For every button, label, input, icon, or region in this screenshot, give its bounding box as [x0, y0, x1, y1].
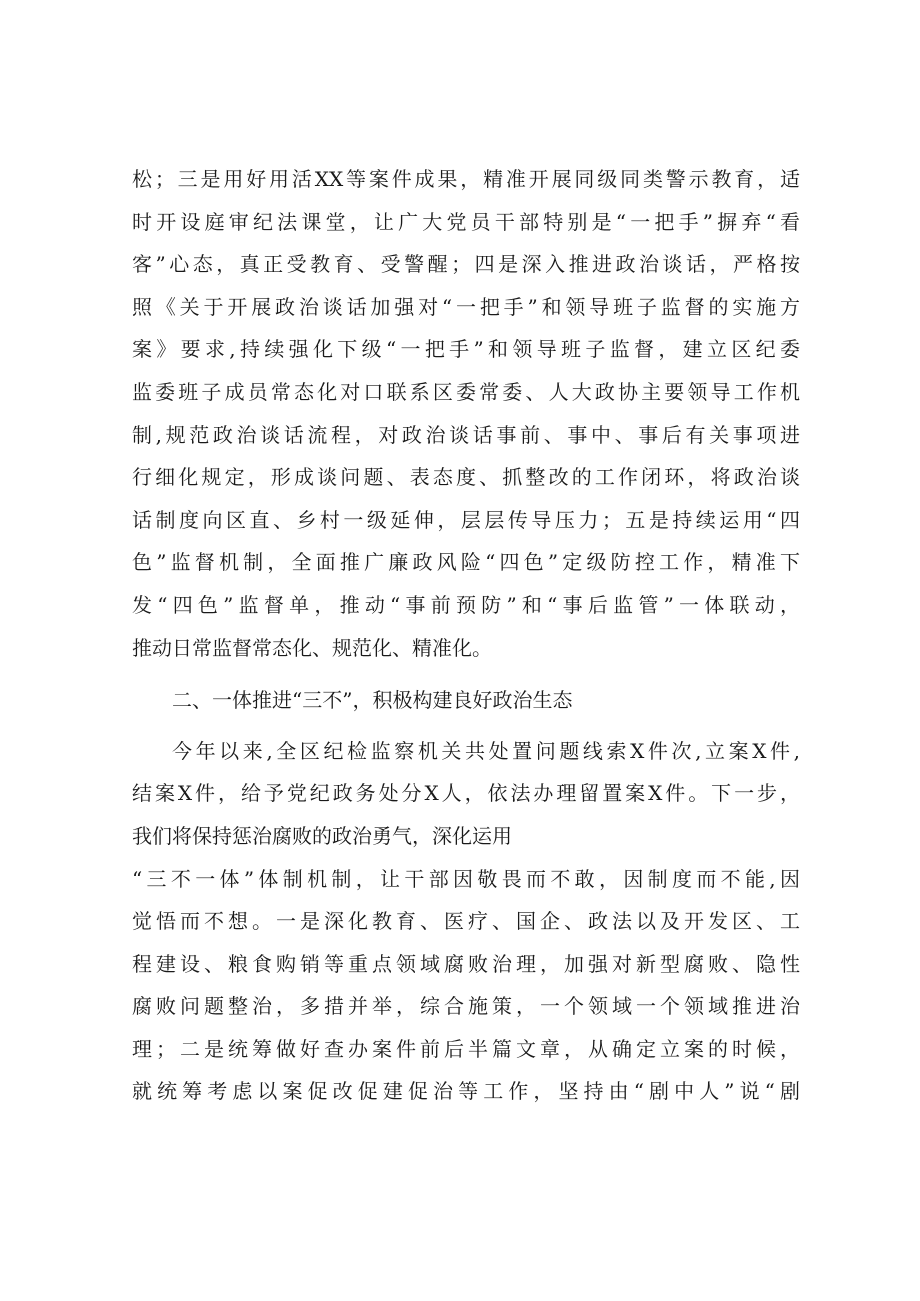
text-line: “三不一体”体制机制，让干部因敬畏而不敢，因制度而不能,因	[132, 866, 800, 891]
text-line: 结案X件，给予党纪政务处分X人，依法办理留置案X件。下一步，	[132, 781, 800, 806]
text-line: 松；三是用好用活XX等案件成果，精准开展同级同类警示教育，适	[132, 167, 800, 191]
document-body	[132, 158, 800, 1113]
text-line: 就统筹考虑以案促改促建促治等工作，坚持由“剧中人”说“剧	[132, 1079, 800, 1104]
text-line: 理；二是统筹做好查办案件前后半篇文章，从确定立案的时候，	[132, 1036, 800, 1061]
text-line: 案》要求,持续强化下级“一把手”和领导班子监督，建立区纪委	[132, 337, 800, 362]
text-line: 色”监督机制，全面推广廉政风险“四色”定级防控工作，精准下	[132, 550, 800, 575]
text-line: 腐败问题整治，多措并举，综合施策，一个领域一个领域推进治	[132, 994, 800, 1019]
text-line: 监委班子成员常态化对口联系区委常委、人大政协主要领导工作机	[132, 379, 800, 404]
text-line: 我们将保持惩治腐败的政治勇气，深化运用	[132, 823, 512, 848]
text-line: 推动日常监督常态化、规范化、精准化。	[132, 635, 492, 660]
text-line: 程建设、粮食购销等重点领域腐败治理，加强对新型腐败、隐性	[132, 951, 800, 976]
paragraph-measures	[132, 858, 800, 1114]
text-line: 发“四色”监督单，推动“事前预防”和“事后监管”一体联动，	[132, 592, 800, 617]
section-heading: 二、一体推进“三不”，积极构建良好政治生态	[172, 688, 573, 713]
text-line: 行细化规定，形成谈问题、表态度、抓整改的工作闭环，将政治谈	[132, 465, 800, 490]
text-line: 话制度向区直、乡村一级延伸，层层传导压力；五是持续运用“四	[132, 507, 800, 532]
text-line: 时开设庭审纪法课堂，让广大党员干部特别是“一把手”摒弃“看	[132, 209, 800, 234]
text-line: 今年以来,全区纪检监察机关共处置问题线索X件次,立案X件,	[172, 738, 800, 763]
text-line: 照《关于开展政治谈话加强对“一把手”和领导班子监督的实施方	[132, 294, 800, 319]
paragraph-intro	[132, 730, 800, 858]
text-line: 觉悟而不想。一是深化教育、医疗、国企、政法以及开发区、工	[132, 909, 800, 934]
paragraph-continuation	[132, 158, 800, 669]
text-line: 制,规范政治谈话流程，对政治谈话事前、事中、事后有关事项进	[132, 422, 800, 447]
text-line: 客”心态，真正受教育、受警醒；四是深入推进政治谈话，严格按	[132, 252, 800, 277]
